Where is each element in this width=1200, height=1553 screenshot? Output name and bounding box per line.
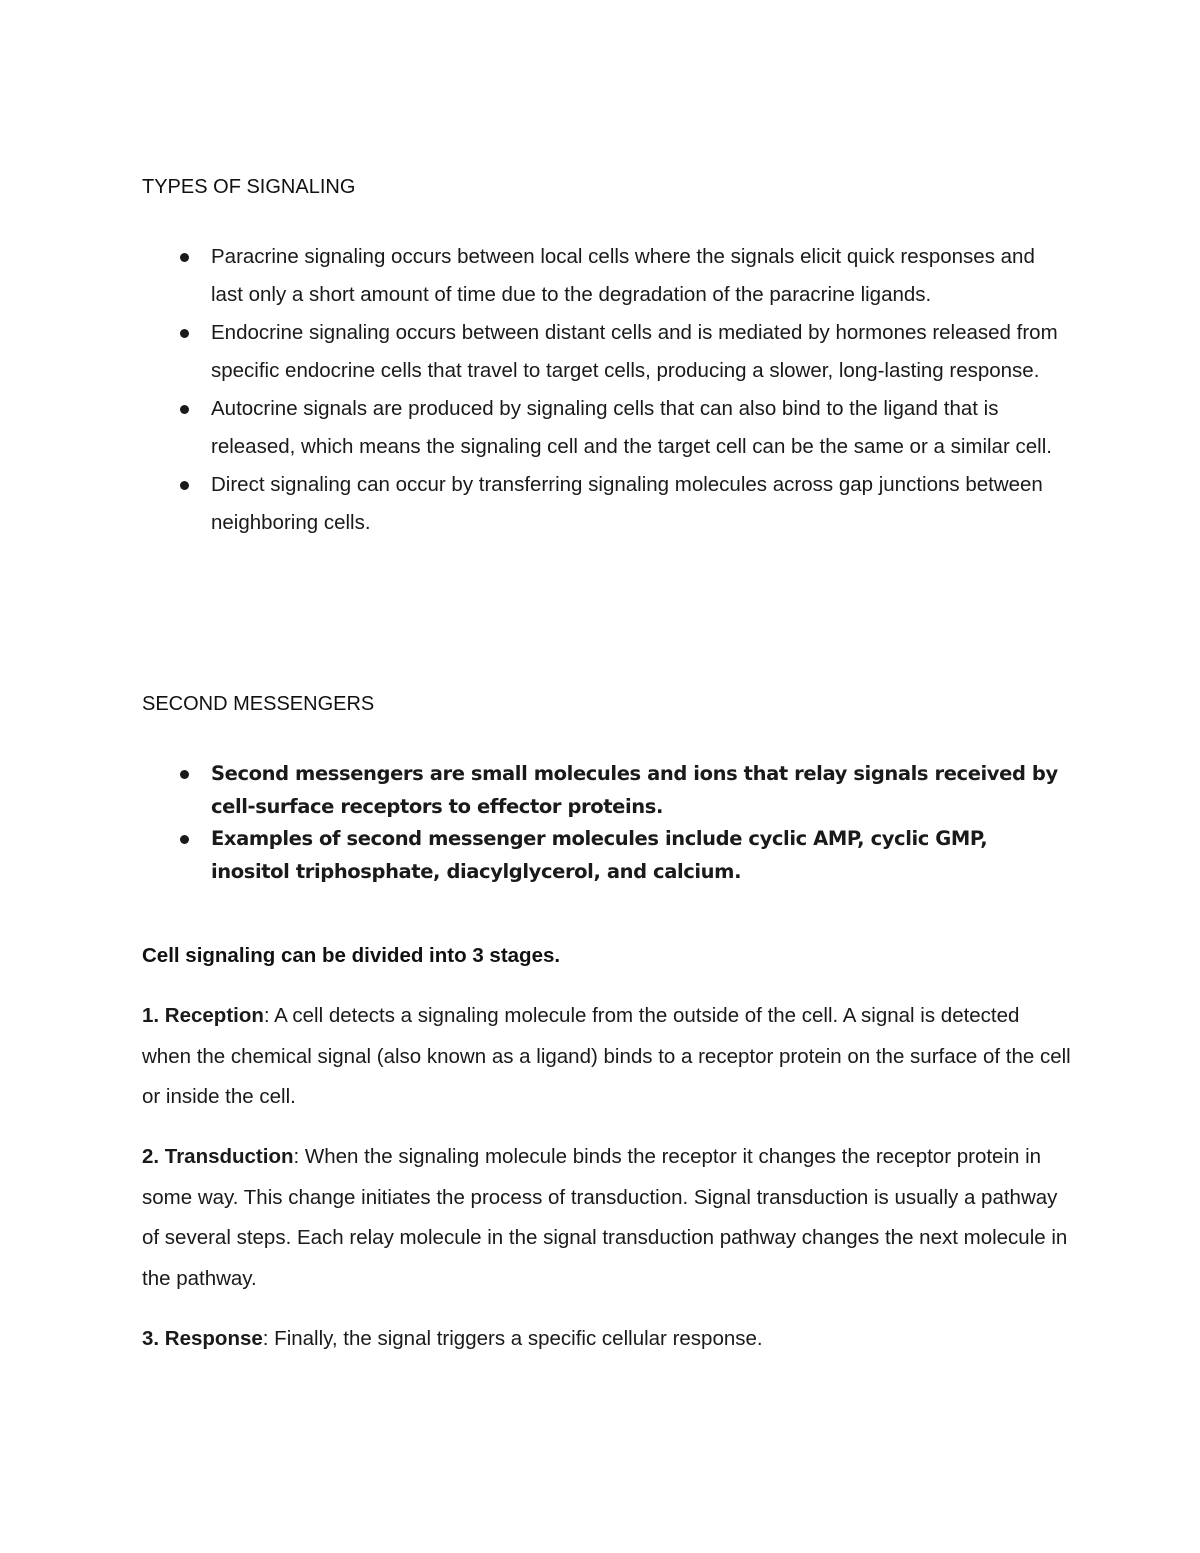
stage-number: 2. [142,1145,165,1168]
list-item [142,238,1072,314]
second-messengers-list [142,758,1072,888]
bullet-icon [180,770,189,779]
list-item-text: Direct signaling can occur by transferring signaling molecules across gap junctions between neighboring cells. [211,473,1043,534]
stage-paragraph [142,1319,1072,1360]
stages-intro: Cell signaling can be divided into 3 stages. [142,944,561,967]
stage-text: : When the signaling molecule binds the receptor it changes the receptor protein in some way. This change initiates the process of transduction. Signal transduction is usually a pathway of several steps. Each relay molecule in the signal transduction pathway changes the next molecule in the pathway. [142,1145,1068,1290]
bullet-icon [180,329,189,338]
stage-text: : A cell detects a signaling molecule from the outside of the cell. A signal is detected when the chemical signal (also known as a ligand) binds to a receptor protein on the surface of the cell or inside the cell. [142,1004,1071,1108]
stage-label: Reception [164,1004,264,1027]
list-item-text: Endocrine signaling occurs between distant cells and is mediated by hormones released from specific endocrine cells that travel to target cells, producing a slower, long-lasting response. [211,321,1058,382]
types-of-signaling-heading: TYPES OF SIGNALING [142,176,356,198]
types-of-signaling-list [142,238,1072,542]
stage-number: 3. [142,1327,165,1350]
stage-label: Transduction [164,1145,294,1168]
stage-paragraph [142,996,1072,1118]
bullet-icon [180,405,189,414]
list-item [142,758,1072,823]
list-item-text: Second messengers are small molecules and ions that relay signals received by cell-surface receptors to effector proteins. [211,762,1058,818]
list-item-text: Autocrine signals are produced by signaling cells that can also bind to the ligand that is released, which means the signaling cell and the target cell can be the same or a similar cell. [211,397,1052,458]
list-item [142,314,1072,390]
stage-paragraph [142,1137,1072,1299]
bullet-icon [180,835,189,844]
list-item-text: Paracrine signaling occurs between local cells where the signals elicit quick responses and last only a short amount of time due to the degradation of the paracrine ligands. [211,245,1035,306]
bullet-icon [180,253,189,262]
list-item [142,466,1072,542]
stage-text: : Finally, the signal triggers a specific cellular response. [262,1327,763,1350]
stage-label: Response [164,1327,263,1350]
list-item [142,390,1072,466]
stage-number: 1. [142,1004,165,1027]
list-item [142,823,1072,888]
bullet-icon [180,481,189,490]
second-messengers-heading: SECOND MESSENGERS [142,693,375,715]
list-item-text: Examples of second messenger molecules include cyclic AMP, cyclic GMP, inositol triphosphate, diacylglycerol, and calcium. [211,827,988,883]
